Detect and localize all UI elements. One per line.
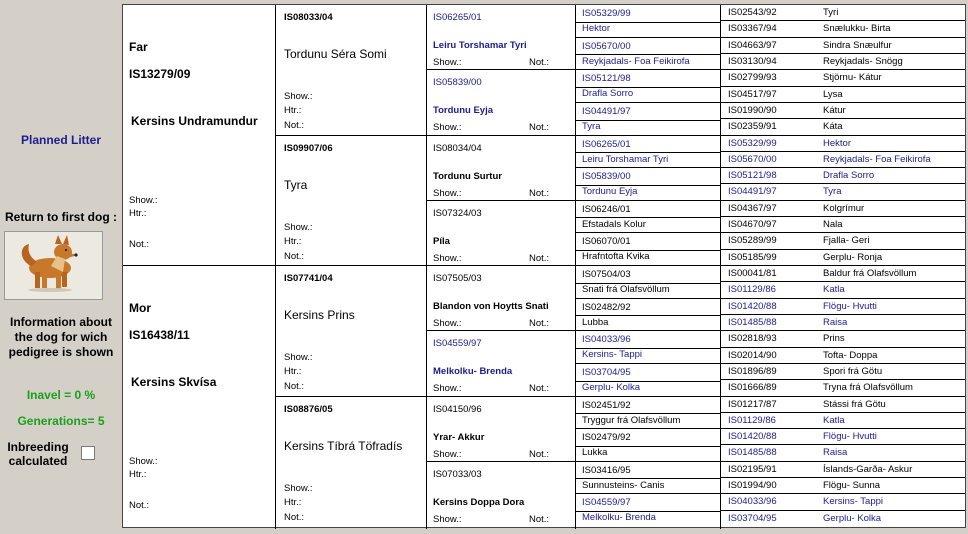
registration-number[interactable]: IS05839/00 xyxy=(582,171,631,182)
dog-name[interactable]: Lysa xyxy=(823,89,843,100)
gen5-cell xyxy=(721,445,965,462)
registration-number[interactable]: IS01485/88 xyxy=(728,317,777,328)
dog-name[interactable]: Raisa xyxy=(823,447,848,458)
parent-role: Far xyxy=(129,40,148,54)
registration-number: IS02014/90 xyxy=(728,350,777,361)
info-text: Information about the dog for wich pedigree is shown xyxy=(8,315,114,359)
dog-name[interactable]: Snati frá Olafsvöllum xyxy=(582,284,670,295)
pedigree-table xyxy=(122,4,966,528)
row-divider xyxy=(576,152,720,153)
row-divider xyxy=(576,283,720,284)
dog-name[interactable]: Drafla Sorro xyxy=(582,88,634,99)
registration-number[interactable]: IS05839/00 xyxy=(433,77,482,88)
row-divider xyxy=(576,511,720,512)
gen3-cell xyxy=(427,266,575,331)
row-divider xyxy=(576,348,720,349)
dog-name[interactable]: Sindra Snæulfur xyxy=(823,40,892,51)
registration-number[interactable]: IS06265/01 xyxy=(433,12,482,23)
registration-number: IS07033/03 xyxy=(433,469,482,480)
show-label: Show.: xyxy=(433,188,462,199)
registration-number: IS01666/89 xyxy=(728,382,777,393)
gen5-cell xyxy=(721,397,965,413)
registration-number[interactable]: IS04559/97 xyxy=(582,497,631,508)
dog-name[interactable]: Reykjadals- Snögg xyxy=(823,56,903,67)
gen3-cell xyxy=(427,70,575,136)
gen5-cell xyxy=(721,5,965,21)
dog-name[interactable]: Gerplu- Kolka xyxy=(823,513,882,524)
dog-name[interactable]: Kersins Tíbrá Töfradís xyxy=(284,439,403,453)
not-label: Not.: xyxy=(529,318,550,329)
registration-number: IS02451/92 xyxy=(582,400,631,411)
gen5-cell xyxy=(721,152,965,168)
dog-name[interactable]: Gerplu- Kolka xyxy=(582,382,641,393)
row-divider xyxy=(576,54,720,55)
gen5-cell xyxy=(721,315,965,331)
gen5-cell xyxy=(721,119,965,136)
show-label: Show.: xyxy=(284,91,313,102)
dog-name[interactable]: Tordunu Eyja xyxy=(582,186,638,197)
gen5-cell xyxy=(721,38,965,54)
registration-number: IS00041/81 xyxy=(728,268,777,279)
not-label: Not.: xyxy=(529,514,550,525)
dog-name[interactable]: Fjalla- Geri xyxy=(823,235,870,246)
gen5-cell xyxy=(721,413,965,429)
not-label: Not.: xyxy=(129,239,150,250)
not-label: Not.: xyxy=(284,251,305,262)
registration-number: IS04517/97 xyxy=(728,89,777,100)
dog-name[interactable]: Sunnusteins- Canis xyxy=(582,480,665,491)
registration-number[interactable]: IS01420/88 xyxy=(728,431,777,442)
htr-label: Htr.: xyxy=(284,105,302,116)
dog-name[interactable]: Tordunu Séra Somi xyxy=(284,47,387,61)
dog-name[interactable]: Spori frá Götu xyxy=(823,366,883,377)
dog-name[interactable]: Kersins Prins xyxy=(284,308,355,322)
dog-name[interactable]: Tyra xyxy=(823,186,842,197)
gen5-cell xyxy=(721,266,965,282)
registration-number[interactable]: IS05121/98 xyxy=(728,170,777,181)
registration-number: IS02799/93 xyxy=(728,72,777,83)
row-divider xyxy=(576,250,720,251)
gen2-cell xyxy=(276,266,426,397)
dog-name[interactable]: Tyra xyxy=(284,178,308,192)
show-label: Show.: xyxy=(284,352,313,363)
gen5-cell xyxy=(721,250,965,266)
row-divider xyxy=(576,185,720,186)
registration-number[interactable]: IS04559/97 xyxy=(433,338,482,349)
registration-number[interactable]: IS05329/99 xyxy=(728,138,777,149)
dog-name[interactable]: Íslands-Garða- Askur xyxy=(823,464,913,475)
show-label: Show.: xyxy=(284,483,313,494)
registration-number: IS09907/06 xyxy=(284,143,333,154)
gen5-cell xyxy=(721,462,965,478)
dog-name[interactable]: Tyra xyxy=(582,121,601,132)
dog-name[interactable]: Stássi frá Götu xyxy=(823,399,886,410)
htr-label: Htr.: xyxy=(284,366,302,377)
dog-name[interactable]: Reykjadals- Foa Feikirofa xyxy=(823,154,931,165)
gen2-cell xyxy=(276,5,426,136)
gen2-cell xyxy=(276,136,426,266)
not-label: Not.: xyxy=(529,383,550,394)
gen5-cell xyxy=(721,233,965,250)
registration-number: IS01990/90 xyxy=(728,105,777,116)
dog-name[interactable]: Tofta- Doppa xyxy=(823,350,878,361)
show-label: Show.: xyxy=(433,449,462,460)
registration-number[interactable]: IS01129/86 xyxy=(728,284,776,295)
dog-name[interactable]: Melkolku- Brenda xyxy=(582,512,656,523)
dog-name[interactable]: Tryggur frá Olafsvöllum xyxy=(582,415,681,426)
gen5-cell xyxy=(721,54,965,70)
dog-name[interactable]: Raisa xyxy=(823,317,848,328)
registration-number: IS02479/92 xyxy=(582,432,631,443)
dog-name[interactable]: Efstadals Kolur xyxy=(582,219,646,230)
registration-number[interactable]: IS05670/00 xyxy=(728,154,777,165)
show-label: Show.: xyxy=(433,318,462,329)
registration-number: IS01896/89 xyxy=(728,366,777,377)
gen5-cell xyxy=(721,136,965,152)
row-divider xyxy=(576,381,720,382)
not-label: Not.: xyxy=(284,120,305,131)
dog-name[interactable]: Kersins- Tappi xyxy=(823,496,884,507)
htr-label: Htr.: xyxy=(284,236,302,247)
gen5-cell xyxy=(721,494,965,511)
registration-number[interactable]: IS01129/86 xyxy=(728,415,776,426)
dog-name[interactable]: Prins xyxy=(823,333,845,344)
dog-name[interactable]: Leiru Torshamar Tyri xyxy=(433,40,527,51)
show-label: Show.: xyxy=(129,456,158,467)
dog-name[interactable]: Blandon von Hoytts Snati xyxy=(433,301,549,312)
registration-number: IS07505/03 xyxy=(433,273,482,284)
registration-number: IS03130/94 xyxy=(728,56,777,67)
gen5-cell xyxy=(721,299,965,315)
gen5-cell xyxy=(721,331,965,348)
dog-icon xyxy=(5,232,102,299)
gen3-cell xyxy=(427,201,575,266)
gen5-cell xyxy=(721,87,965,103)
inavel-value: Inavel = 0 % xyxy=(26,388,96,402)
show-label: Show.: xyxy=(284,222,313,233)
generations-value: Generations= 5 xyxy=(17,414,105,428)
registration-number: IS02818/93 xyxy=(728,333,777,344)
registration-number: IS06246/01 xyxy=(582,204,631,215)
show-label: Show.: xyxy=(433,57,462,68)
registration-number[interactable]: IS06265/01 xyxy=(582,139,631,150)
gen5-cell xyxy=(721,511,965,527)
dog-name[interactable]: Lukka xyxy=(582,447,608,458)
dog-name[interactable]: Hektor xyxy=(823,138,851,149)
registration-number[interactable]: IS04033/96 xyxy=(728,496,777,507)
gen5-cell xyxy=(721,348,965,364)
gen5-cell xyxy=(721,429,965,445)
dog-name[interactable]: Nala xyxy=(823,219,843,230)
not-label: Not.: xyxy=(529,57,550,68)
gen5-cell xyxy=(721,184,965,201)
not-label: Not.: xyxy=(284,381,305,392)
row-divider xyxy=(576,478,720,479)
dog-name[interactable]: Hektor xyxy=(582,23,610,34)
row-divider xyxy=(576,413,720,414)
parent-role: Mor xyxy=(129,301,151,315)
dog-name[interactable]: Káta xyxy=(823,121,843,132)
dog-name[interactable]: Tryna frá Olafsvöllum xyxy=(823,382,913,393)
not-label: Not.: xyxy=(529,122,550,133)
dog-name[interactable]: Lubba xyxy=(582,317,609,328)
registration-number[interactable]: IS01485/88 xyxy=(728,447,777,458)
registration-number: IS08034/04 xyxy=(433,143,482,154)
dog-name[interactable]: Flögu- Sunna xyxy=(823,480,881,491)
dog-name[interactable]: Flögu- Hvutti xyxy=(823,431,877,442)
gen3-cell xyxy=(427,331,575,397)
dog-name[interactable]: Melkolku- Brenda xyxy=(433,366,513,377)
show-label: Show.: xyxy=(433,383,462,394)
dog-name[interactable]: Tyri xyxy=(823,7,839,18)
dog-name[interactable]: Gerplu- Ronja xyxy=(823,252,883,263)
registration-number[interactable]: IS03704/95 xyxy=(582,367,631,378)
row-divider xyxy=(576,446,720,447)
registration-number[interactable]: IS04491/97 xyxy=(728,186,777,197)
registration-number[interactable]: IS04491/97 xyxy=(582,106,631,117)
htr-label: Htr.: xyxy=(129,208,147,219)
registration-number: IS03416/95 xyxy=(582,465,631,476)
registration-number: IS01217/87 xyxy=(728,399,777,410)
registration-number: IS07741/04 xyxy=(284,273,333,284)
registration-number: IS08876/05 xyxy=(284,404,333,415)
registration-number: IS07504/03 xyxy=(582,269,631,280)
registration-number: IS02195/91 xyxy=(728,464,777,475)
dog-name[interactable]: Hrafntofta Kvika xyxy=(582,251,650,262)
htr-label: Htr.: xyxy=(129,469,147,480)
row-divider xyxy=(576,315,720,316)
show-label: Show.: xyxy=(433,514,462,525)
dog-name[interactable]: Kolgrímur xyxy=(823,203,865,214)
show-label: Show.: xyxy=(433,253,462,264)
registration-number: IS05289/99 xyxy=(728,235,777,246)
dog-name[interactable]: Kersins Skvísa xyxy=(131,375,217,389)
row-divider xyxy=(576,87,720,88)
sidebar xyxy=(0,0,122,534)
registration-number: IS06070/01 xyxy=(582,236,631,247)
not-label: Not.: xyxy=(129,500,150,511)
dog-name[interactable]: Flögu- Hvutti xyxy=(823,301,877,312)
registration-number: IS02482/92 xyxy=(582,302,631,313)
dog-name[interactable]: Drafla Sorro xyxy=(823,170,875,181)
gen5-cell xyxy=(721,21,965,38)
registration-number: IS07324/03 xyxy=(433,208,482,219)
not-label: Not.: xyxy=(529,188,550,199)
return-label: Return to first dog : xyxy=(5,210,117,224)
registration-number: IS05185/99 xyxy=(728,252,777,263)
registration-number: IS04670/97 xyxy=(728,219,777,230)
dog-name[interactable]: Tordunu Eyja xyxy=(433,105,493,116)
dog-name[interactable]: Píla xyxy=(433,236,450,247)
gen5-cell xyxy=(721,103,965,119)
gen5-cell xyxy=(721,168,965,184)
dog-name[interactable]: Stjörnu- Kátur xyxy=(823,72,882,83)
show-label: Show.: xyxy=(129,195,158,206)
htr-label: Htr.: xyxy=(284,497,302,508)
registration-number[interactable]: IS05329/99 xyxy=(582,8,631,19)
gen1-cell xyxy=(123,266,275,527)
dog-name[interactable]: Kersins- Tappi xyxy=(582,349,643,360)
gen3-cell xyxy=(427,5,575,70)
row-divider xyxy=(576,22,720,23)
dog-name[interactable]: Kersins Doppa Dora xyxy=(433,497,525,508)
registration-number[interactable]: IS05670/00 xyxy=(582,41,631,52)
first-dog-thumbnail[interactable] xyxy=(4,231,103,300)
registration-number[interactable]: IS05121/98 xyxy=(582,73,631,84)
registration-number: IS01994/90 xyxy=(728,480,777,491)
gen5-cell xyxy=(721,201,965,217)
inbreeding-label: Inbreeding calculated xyxy=(7,440,69,468)
gen3-cell xyxy=(427,462,575,527)
gen1-cell xyxy=(123,5,275,266)
dog-name[interactable]: Yrar- Akkur xyxy=(433,432,485,443)
gen2-cell xyxy=(276,397,426,527)
gen5-cell xyxy=(721,282,965,299)
dog-name[interactable]: Leiru Torshamar Tyri xyxy=(582,154,669,165)
gen5-cell xyxy=(721,478,965,494)
dog-name[interactable]: Katla xyxy=(823,284,845,295)
planned-litter-link[interactable]: Planned Litter xyxy=(20,133,101,147)
dog-name[interactable]: Tordunu Surtur xyxy=(433,171,502,182)
registration-number[interactable]: IS03704/95 xyxy=(728,513,777,524)
registration-number: IS13279/09 xyxy=(129,67,191,81)
registration-number: IS16438/11 xyxy=(129,328,190,342)
show-label: Show.: xyxy=(433,122,462,133)
gen5-cell xyxy=(721,217,965,233)
dog-name[interactable]: Kátur xyxy=(823,105,846,116)
dog-name[interactable]: Katla xyxy=(823,415,845,426)
registration-number[interactable]: IS04033/96 xyxy=(582,334,631,345)
row-divider xyxy=(576,120,720,121)
registration-number[interactable]: IS01420/88 xyxy=(728,301,777,312)
registration-number: IS02543/92 xyxy=(728,7,777,18)
not-label: Not.: xyxy=(529,253,550,264)
gen3-cell xyxy=(427,136,575,201)
dog-name[interactable]: Kersins Undramundur xyxy=(131,114,258,128)
gen3-cell xyxy=(427,397,575,462)
gen5-cell xyxy=(721,70,965,87)
inbreeding-checkbox[interactable] xyxy=(81,446,95,460)
registration-number: IS03367/94 xyxy=(728,23,777,34)
dog-name[interactable]: Snælukku- Birta xyxy=(823,23,891,34)
gen5-cell xyxy=(721,380,965,397)
registration-number: IS02359/91 xyxy=(728,121,777,132)
gen5-cell xyxy=(721,364,965,380)
registration-number: IS08033/04 xyxy=(284,12,333,23)
registration-number: IS04367/97 xyxy=(728,203,777,214)
row-divider xyxy=(576,217,720,218)
not-label: Not.: xyxy=(529,449,550,460)
not-label: Not.: xyxy=(284,512,305,523)
registration-number: IS04663/97 xyxy=(728,40,777,51)
dog-name[interactable]: Baldur frá Olafsvöllum xyxy=(823,268,917,279)
dog-name[interactable]: Reykjadals- Foa Feikirofa xyxy=(582,56,690,67)
registration-number: IS04150/96 xyxy=(433,404,482,415)
